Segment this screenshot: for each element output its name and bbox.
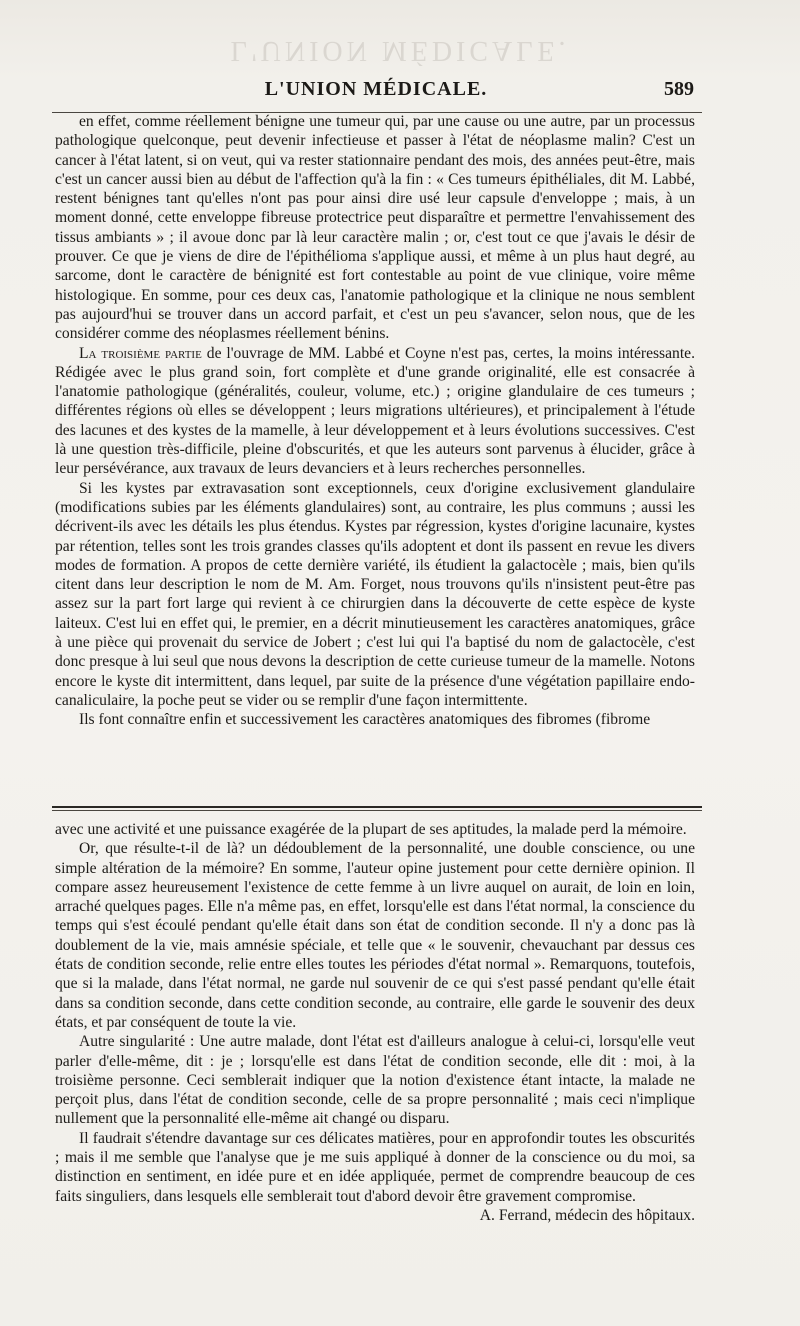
- bleed-through-text: L'UNION MÉDICALE.: [230, 35, 570, 66]
- author-signature: A. Ferrand, médecin des hôpitaux.: [479, 1206, 695, 1224]
- feuilleton-section: [55, 820, 695, 1225]
- paragraph-text: de l'ouvrage de MM. Labbé et Coyne n'est pas, certes, la moins intéressante. Rédigée avec le plus grand soin, fort complète et d'une grande originalité, elle est consacrée à l'anatomie pathologique (généralités, couleur, volume, etc.) ; origine glandulaire de ces tumeurs ; différentes régions où elles se développent ; leurs migrations ultérieures), et principalement à l'étude des lacunes et des kystes de la mamelle, à leur développement et à leurs évolutions successives. C'est là une question très-difficile, pleine d'obscurités, et que les auteurs sont parvenus à élucider, grâce à leur persévérance, aux travaux de leurs devanciers et à leurs recherches personnelles.: [55, 344, 695, 478]
- page-header: [58, 78, 694, 108]
- feuilleton-separator-thin: [52, 810, 702, 811]
- paragraph: en effet, comme réellement bénigne une tumeur qui, par une cause ou une autre, par un processus pathologique quelconque, peut devenir infectieuse et passer à l'état de néoplasme malin? C'est un cancer à l'état latent, si on veut, qui va rester stationnaire pendant des mois, des années peut-être, mais c'est un cancer aussi bien au début de l'affection qu'à la fin : « Ces tumeurs épithéliales, dit M. Labbé, restent bénignes tant qu'elles n'ont pas pour ainsi dire usé leur capsule d'enveloppe ; mais, à un moment donné, cette enveloppe fibreuse protectrice peut disparaître et permettre l'envahissement des tissus ambiants » ; il avoue donc par là leur caractère malin ; or, c'est tout ce que j'avais le désir de prouver. Ce que je viens de dire de l'épithélioma s'applique aussi, et même à un plus haut degré, au sarcome, dont le caractère de bénignité est fort contestable au point de vue clinique, voire même histologique. En somme, pour ces deux cas, l'anatomie pathologique et la clinique ne nous semblent pas aujourd'hui se trouver dans un accord parfait, et c'est un peu s'avancer, selon nous, que de les considérer comme des néoplasmes réellement bénins.: [55, 113, 695, 343]
- paragraph: Ils font connaître enfin et successivement les caractères anatomiques des fibromes (fibrome: [79, 711, 651, 729]
- paragraph: [55, 344, 695, 479]
- page-number: 589: [664, 78, 694, 100]
- paragraph: Si les kystes par extravasation sont exceptionnels, ceux d'origine exclusivement glandulaire (modifications subies par les éléments glandulaires) sont, au contraire, les plus communs ; aussi les décrivent-ils avec les détails les plus étendus. Kystes par régression, kystes d'origine lacunaire, kystes par rétention, telles sont les trois grandes classes qu'ils adoptent et dont ils passent en revue les divers modes de formation. A propos de cette dernière variété, ils étudient la galactocèle ; mais, bien qu'ils citent dans leur description le nom de M. Am. Forget, nous trouvons qu'ils n'insistent peut-être pas assez sur la part fort large qui revient à ce chirurgien dans la découverte de cette espèce de kyste laiteux. C'est lui en effet qui, le premier, en a décrit minutieusement les caractères anatomiques, grâce à une pièce qui provenait du service de Jobert ; c'est lui qui l'a baptisé du nom de galactocèle, c'est donc presque à lui seul que nous devons la description de cette curieuse tumeur de la mamelle. Notons encore le kyste dit intermittent, dans lequel, par suite de la présence d'une végétation papillaire endo-canaliculaire, la poche peut se vider ou se remplir d'une façon intermittente.: [55, 479, 695, 709]
- main-article: [55, 112, 695, 730]
- paragraph-lead: La troisième partie: [79, 344, 202, 362]
- paragraph: avec une activité et une puissance exagérée de la plupart de ses aptitudes, la malade perd la mémoire.: [55, 821, 687, 838]
- running-title: L'UNION MÉDICALE.: [264, 78, 488, 100]
- paragraph: Or, que résulte-t-il de là? un dédoublement de la personnalité, une double conscience, ou une simple altération de la mémoire? En somme, l'auteur opine justement pour cette dernière opinion. Il compare assez heureusement l'existence de cette femme à un livre auquel on aurait, de loin en loin, arraché quelques pages. Elle n'a même pas, en effet, lorsqu'elle est dans l'état normal, la conscience du temps qui s'est écoulé pendant qu'elle était dans son état de condition seconde. Il n'y a donc pas là doublement de la vie, mais amnésie spéciale, et telle que « le souvenir, chevauchant par dessus ces états de condition seconde, relie entre elles toutes les périodes d'état normal ». Remarquons, toutefois, que si la malade, dans l'état normal, ne garde nul souvenir de ce qui s'est passé pendant qu'elle était dans sa condition seconde, dans cette condition seconde, au contraire, elle garde le souvenir des deux états, et par conséquent de toute la vie.: [55, 840, 695, 1031]
- feuilleton-separator: [52, 806, 702, 808]
- paragraph: Autre singularité : Une autre malade, dont l'état est d'ailleurs analogue à celui-ci, lorsqu'elle veut parler d'elle-même, dit : je ; lorsqu'elle est dans l'état de condition seconde, elle dit : moi, à la troisième personne. Ceci semblerait indiquer que la notion d'existence étant intacte, la malade ne perçoit plus, dans l'état de condition seconde, celle de sa propre personnalité ; mais ceci n'implique nullement que la personnalité elle-même ait changé ou disparu.: [55, 1033, 695, 1128]
- paragraph: Il faudrait s'étendre davantage sur ces délicates matières, pour en approfondir toutes les obscurités ; mais il me semble que l'analyse que je me suis appliqué à donner de la conscience ou du moi, sa distinction en sentiment, en idée pure et en idée appliquée, permet de comprendre beaucoup de ces faits singuliers, dans lesquels elle semblerait tout d'abord devoir être gravement compromise.: [55, 1129, 695, 1205]
